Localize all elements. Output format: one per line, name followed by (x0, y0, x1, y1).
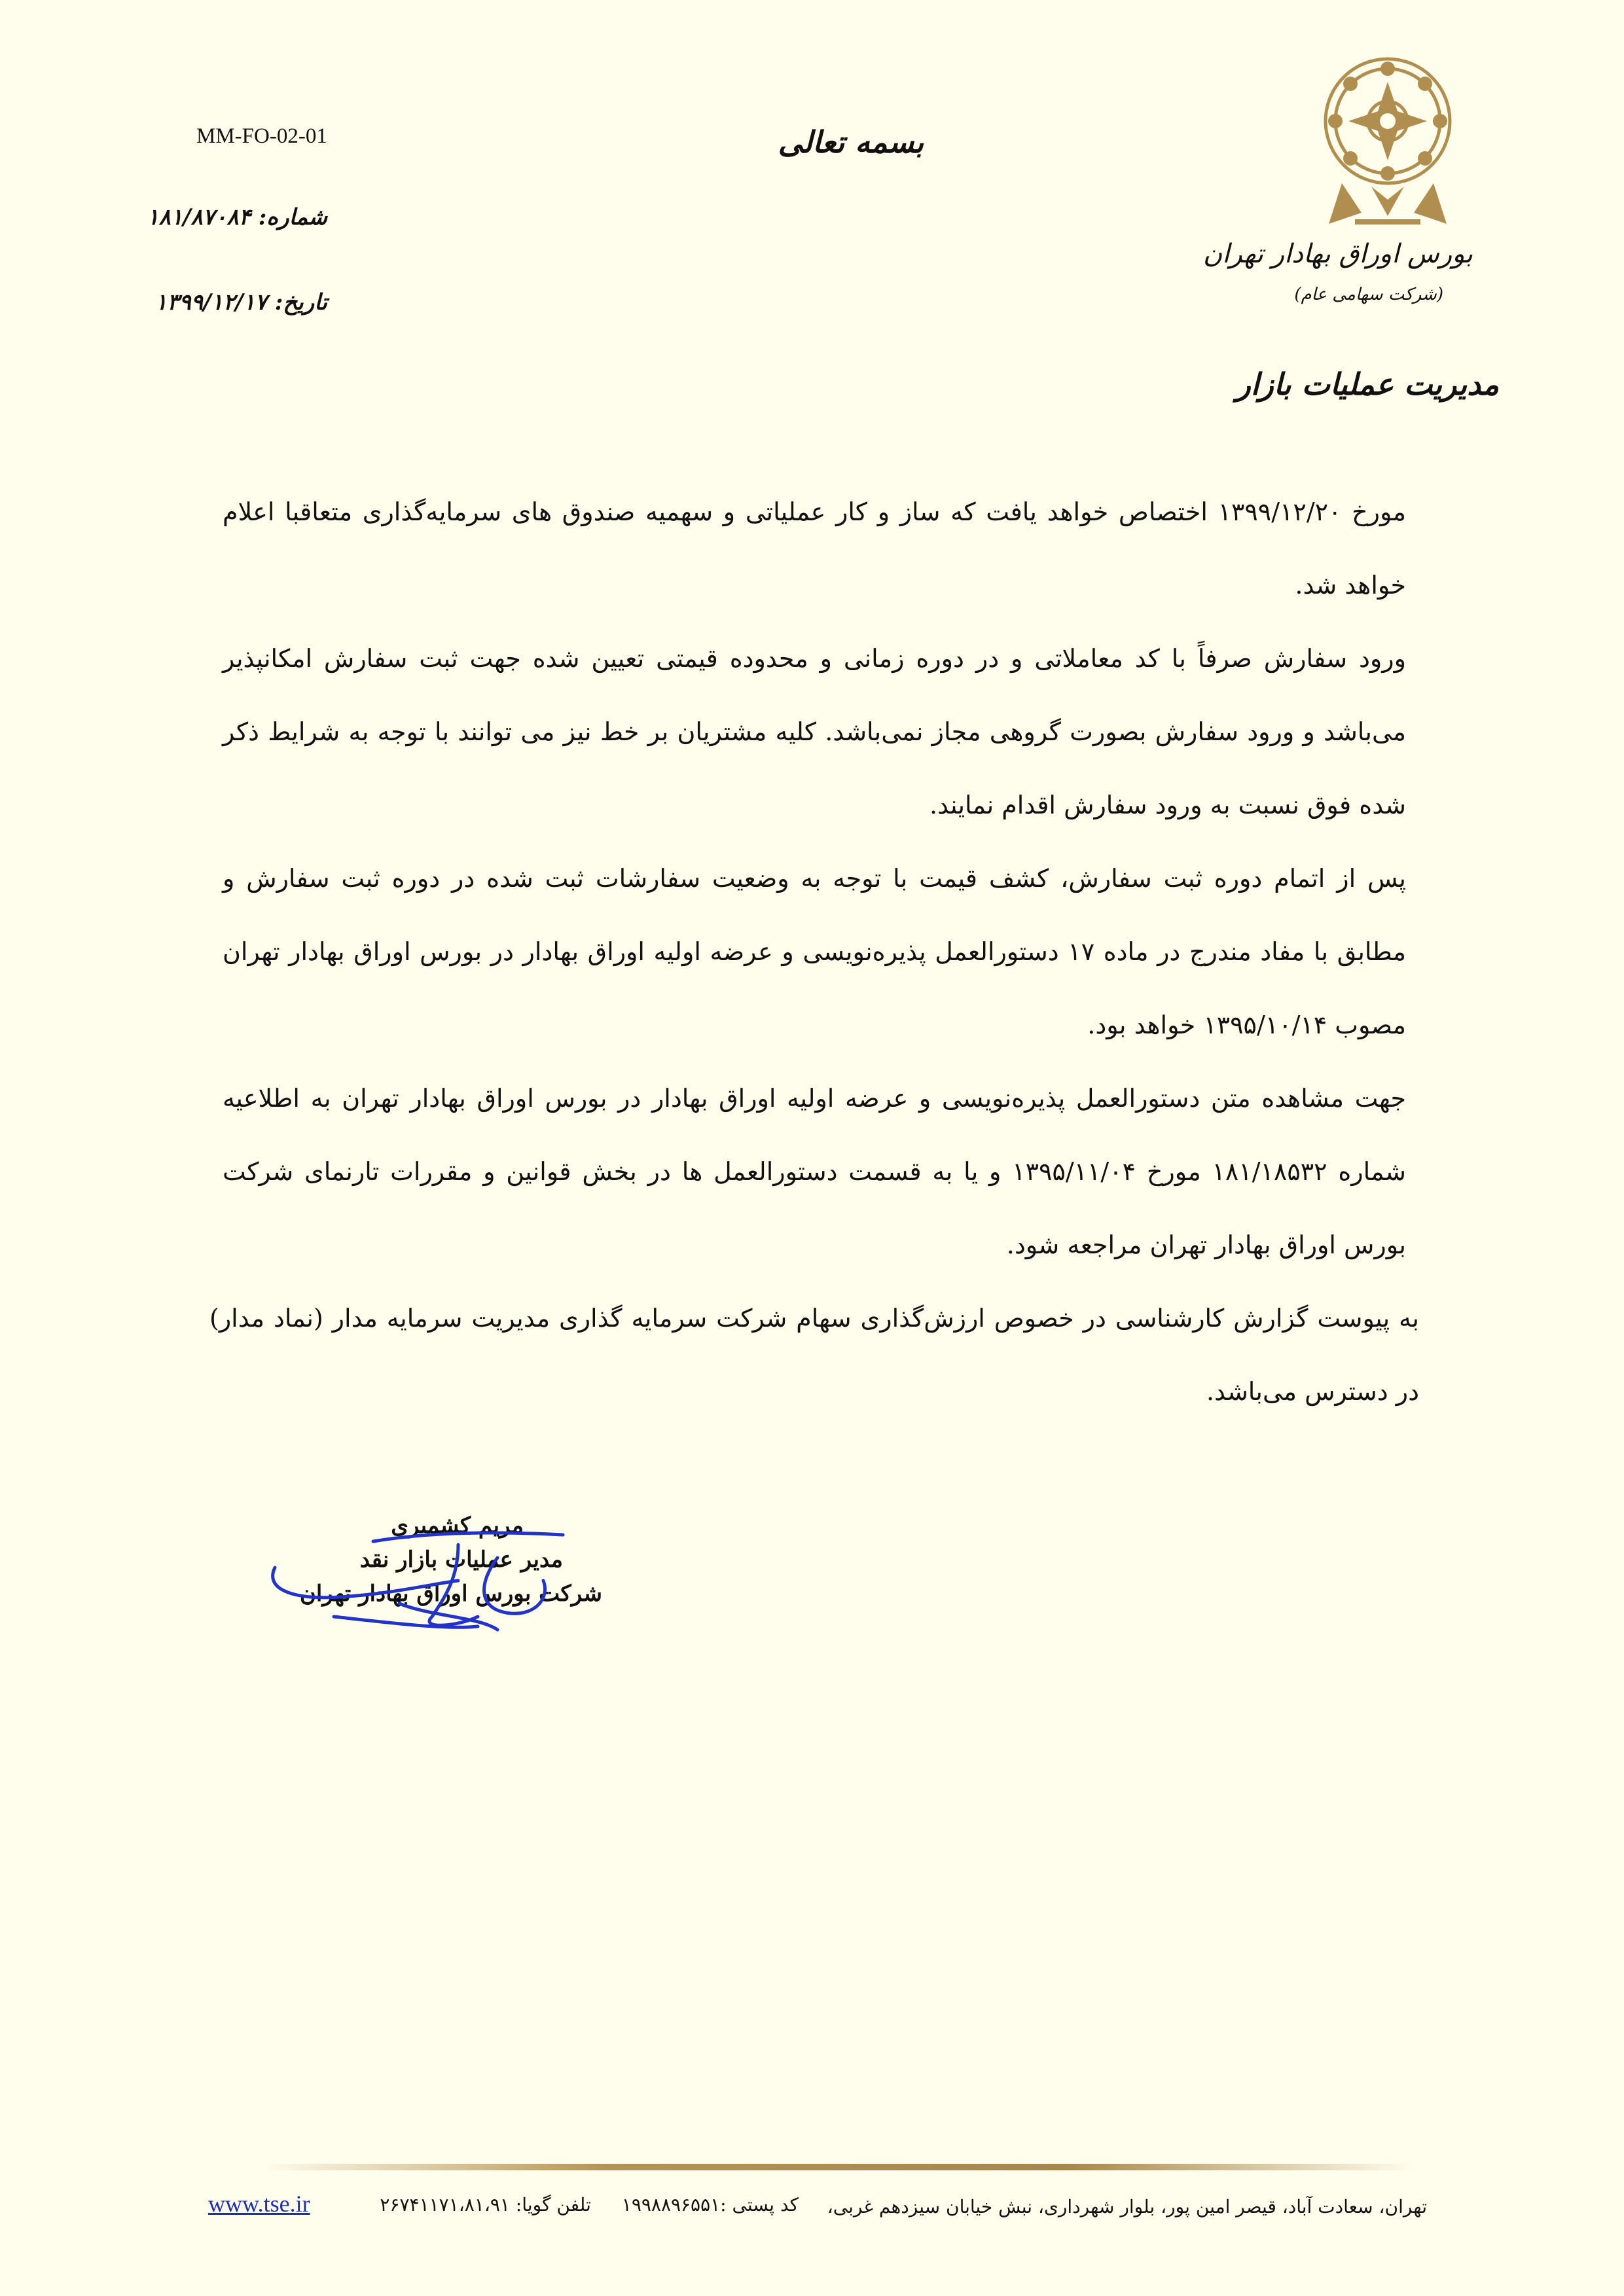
footer-postal-code: کد پستی :۱۹۹۸۸۹۶۵۵۱ (621, 2194, 799, 2215)
letter-date (157, 289, 327, 315)
form-code: MM-FO-02-01 (196, 124, 327, 148)
signer-name: مریم کشمیری (391, 1513, 524, 1539)
letter-body (209, 475, 1419, 1428)
body-paragraph: مورخ ۱۳۹۹/۱۲/۲۰ اختصاص خواهد یافت که ساز و کار عملیاتی و سهمیه صندوق های سرمایه‌گذاری متعاقبا اعلام خواهد شد. (223, 497, 1406, 600)
letter-date-label: تاریخ: (274, 289, 327, 315)
footer-phone: تلفن گویا: ۲۶۷۴۱۱۷۱،۸۱،۹۱ (380, 2194, 591, 2215)
body-paragraph: پس از اتمام دوره ثبت سفارش، کشف قیمت با توجه به وضعیت سفارشات ثبت شده در دوره ثبت سفارش و مطابق با مفاد مندرج در ماده ۱۷ دستورالعمل پذیره‌نویسی و عرضه اولیه اوراق بهادار در بورس اوراق بهادار تهران مصوب ۱۳۹۵/۱۰/۱۴ خواهد بود. (223, 864, 1407, 1039)
org-name: بورس اوراق بهادار تهران (1202, 239, 1473, 269)
signer-title: مدیر عملیات بازار نقد (359, 1547, 563, 1573)
bismillah-heading: بسمه تعالی (778, 124, 924, 160)
handwritten-signature (262, 1518, 576, 1643)
body-paragraph: به پیوست گزارش کارشناسی در خصوص ارزش‌گذاری سهام شرکت سرمایه گذاری مدیریت سرمایه مدار (نماد مدار) در دسترس می‌باشد. (209, 1304, 1419, 1406)
footer-contact (380, 2194, 799, 2215)
org-type: (شرکت سهامی عام) (1294, 285, 1443, 304)
department-title: مدیریت عملیات بازار (1236, 367, 1499, 402)
letter-number-label: شماره: (258, 204, 327, 230)
website-link[interactable]: www.tse.ir (208, 2191, 310, 2217)
tse-emblem-icon (1316, 52, 1460, 229)
signer-company: شرکت بورس اوراق بهادار تهران (299, 1581, 602, 1607)
body-paragraph: جهت مشاهده متن دستورالعمل پذیره‌نویسی و عرضه اولیه اوراق بهادار در بورس اوراق بهادار تهران به اطلاعیه شماره ۱۸۱/۱۸۵۳۲ مورخ ۱۳۹۵/۱۱/۰۴ و یا به قسمت دستورالعمل ها در بخش قوانین و مقررات تارنمای شرکت بورس اوراق بهادار تهران مراجعه شود. (223, 1084, 1406, 1259)
letter-number (147, 204, 327, 230)
body-paragraph: ورود سفارش صرفاً با کد معاملاتی و در دوره زمانی و محدوده قیمتی تعیین شده جهت ثبت سفارش امکانپذیر می‌باشد و ورود سفارش بصورت گروهی مجاز نمی‌باشد. کلیه مشتریان بر خط نیز می توانند با توجه به شرایط ذکر شده فوق نسبت به ورود سفارش اقدام نمایند. (223, 644, 1406, 819)
letter-number-value: ۱۸۱/۸۷۰۸۴ (147, 204, 251, 230)
letter-date-value: ۱۳۹۹/۱۲/۱۷ (155, 289, 267, 315)
footer-divider (262, 2164, 1414, 2170)
footer-address: تهران، سعادت آباد، قیصر امین پور، بلوار شهرداری، نبش خیابان سیزدهم غربی، (827, 2196, 1427, 2217)
